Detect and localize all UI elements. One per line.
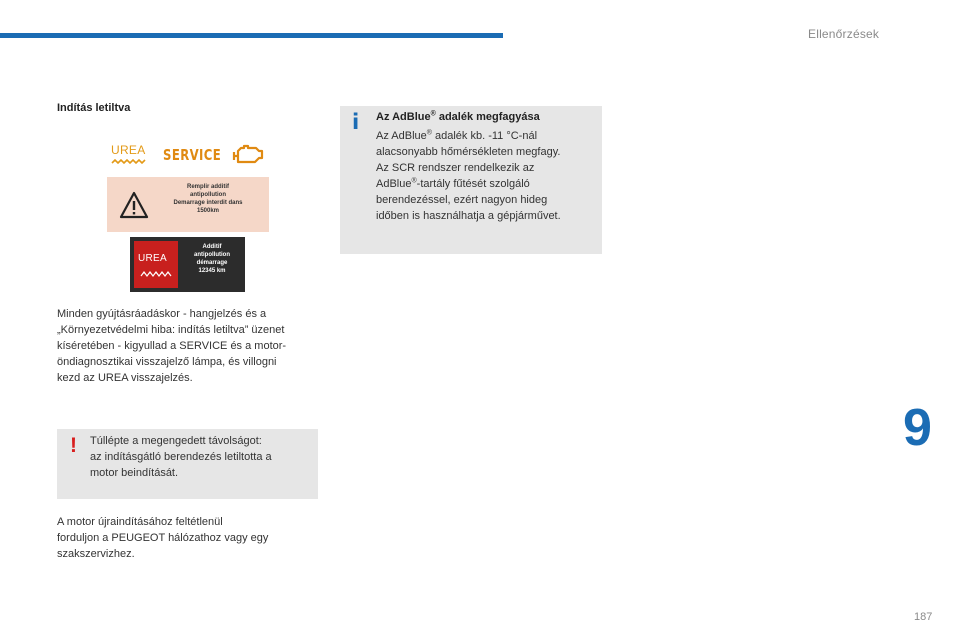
warning-lamps (108, 141, 268, 169)
description-paragraph: Minden gyújtásráadáskor - hangjelzés és a „Környezetvédelmi hiba: indítás letiltva” üzenet kíséretében - kigyullad a SERVICE és a motor- öndiagnosztikai visszajelző lámpa, és villogni kezd az UREA visszajelzés. (57, 308, 287, 384)
warning-triangle-icon (119, 191, 149, 219)
engine-icon (230, 143, 266, 167)
service-lamp: SERVICE (163, 146, 222, 164)
chapter-number: 9 (903, 399, 932, 457)
header-bar (0, 33, 503, 38)
urea-display-icon: UREA (134, 241, 178, 288)
info-icon: i (352, 110, 360, 134)
page-number: 187 (914, 611, 933, 623)
display-message-b (130, 237, 245, 292)
display-a-text: Remplir additif antipollution Demarrage interdit dans 1500km (173, 184, 243, 214)
info-text: Az AdBlue® adalék kb. -11 °C-nál alacsonyabb hőmérsékleten megfagy. Az SCR rendszer rendelkezik az AdBlue®-tartály fűtését szolgáló berendezéssel, ezért nagyon hideg időben is használhatja a gépjárművet. (376, 129, 561, 222)
warning-text: Túllépte a megengedett távolságot: az indításgátló berendezés letiltotta a motor beindítását. (90, 435, 272, 479)
page-heading: Indítás letiltva (57, 102, 131, 114)
warning-box (57, 429, 318, 499)
exclamation-icon: ! (70, 434, 77, 457)
section-title: Ellenőrzések (808, 27, 880, 41)
info-box (340, 106, 602, 254)
info-title: Az AdBlue® adalék megfagyása (376, 110, 540, 123)
urea-icon (111, 143, 149, 167)
wave-icon (140, 271, 172, 277)
urea-lamp-label: UREA (111, 143, 146, 157)
display-b-text: Additif antipollution démarrage 12345 km (194, 244, 230, 274)
display-message-a (107, 177, 269, 232)
service-paragraph: A motor újraindításához feltétlenül forduljon a PEUGEOT hálózathoz vagy egy szakszervizhez. (57, 516, 269, 560)
wave-icon (111, 159, 147, 167)
